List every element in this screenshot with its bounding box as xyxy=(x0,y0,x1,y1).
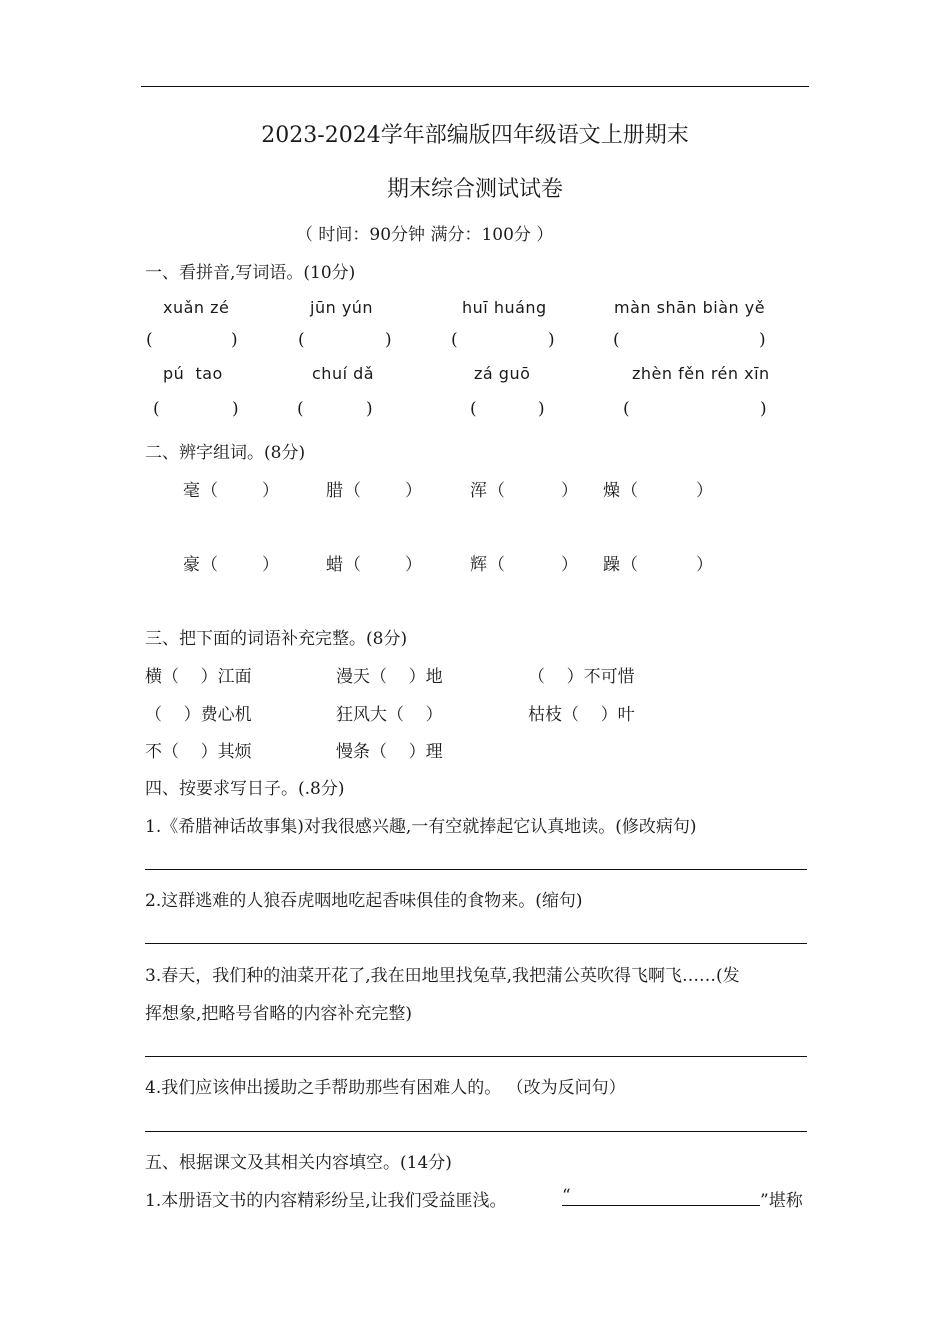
close-paren: ) xyxy=(231,330,238,350)
answer-line[interactable] xyxy=(145,1131,807,1132)
open-quote: “ xyxy=(562,1186,571,1206)
close-paren: ) xyxy=(385,330,392,350)
close-paren: ） xyxy=(696,555,713,575)
open-paren: （ xyxy=(488,555,505,575)
question-4-4: 4.我们应该伸出援助之手帮助那些有困难人的。 （改为反问句） xyxy=(145,1078,626,1098)
time-score-info: （ 时间：90分钟 满分：100分 ） xyxy=(296,225,554,245)
question-4-1: 1.《希腊神话故事集)对我很感兴趣,一有空就捧起它认真地读。(修改病句) xyxy=(145,817,697,837)
pinyin-item: zhèn fěn rén xīn xyxy=(632,364,770,383)
open-paren: （ xyxy=(201,555,218,575)
open-paren: ( xyxy=(297,399,304,419)
char-item: 浑 xyxy=(470,481,487,501)
idiom-item: 狂风大（ ） xyxy=(336,705,443,725)
open-paren: ( xyxy=(153,399,160,419)
section1-heading: 一、看拼音,写词语。(10分) xyxy=(145,263,356,283)
close-paren: ) xyxy=(759,330,766,350)
pinyin-item: màn shān biàn yě xyxy=(614,298,766,317)
close-paren: ) xyxy=(548,330,555,350)
question-5-1: 1.本册语文书的内容精彩纷呈,让我们受益匪浅。 xyxy=(145,1191,507,1211)
section4-heading: 四、按要求写日子。(.8分) xyxy=(145,779,345,799)
open-paren: （ xyxy=(344,555,361,575)
close-quote-text: ”堪称 xyxy=(760,1191,803,1211)
question-4-2: 2.这群逃难的人狼吞虎咽地吃起香味俱佳的食物来。(缩句) xyxy=(145,891,583,911)
pinyin-item: jūn yún xyxy=(310,298,374,317)
idiom-item: （ ）不可惜 xyxy=(528,667,635,687)
close-paren: ） xyxy=(405,481,422,501)
char-item: 蜡 xyxy=(326,555,343,575)
question-4-3: 3.春天，我们种的油菜开花了,我在田地里找兔草,我把蒲公英吹得飞啊飞……(发 xyxy=(145,966,740,986)
pinyin-item: huī huáng xyxy=(462,298,547,317)
open-paren: ( xyxy=(613,330,620,350)
open-paren: ( xyxy=(470,399,477,419)
char-item: 毫 xyxy=(183,481,200,501)
section2-heading: 二、辨字组词。(8分) xyxy=(145,443,306,463)
close-paren: ） xyxy=(561,481,578,501)
char-item: 燥 xyxy=(603,481,620,501)
close-paren: ） xyxy=(262,481,279,501)
answer-line[interactable] xyxy=(145,869,807,870)
close-paren: ） xyxy=(405,555,422,575)
fill-blank-line[interactable] xyxy=(562,1205,760,1206)
open-paren: （ xyxy=(344,481,361,501)
pinyin-item: chuí dǎ xyxy=(312,364,375,383)
open-paren: ( xyxy=(623,399,630,419)
idiom-item: 慢条（ ）理 xyxy=(336,742,443,762)
idiom-item: 枯枝（ ）叶 xyxy=(528,705,635,725)
idiom-item: 漫天（ ）地 xyxy=(336,667,443,687)
open-paren: （ xyxy=(488,481,505,501)
char-item: 躁 xyxy=(603,555,620,575)
section3-heading: 三、把下面的词语补充完整。(8分) xyxy=(145,629,408,649)
section5-heading: 五、根据课文及其相关内容填空。(14分) xyxy=(145,1153,452,1173)
char-item: 豪 xyxy=(183,555,200,575)
char-item: 辉 xyxy=(470,555,487,575)
pinyin-item: xuǎn zé xyxy=(163,298,230,317)
close-paren: ) xyxy=(760,399,767,419)
close-paren: ） xyxy=(696,481,713,501)
idiom-item: 横（ ）江面 xyxy=(145,667,252,687)
close-paren: ） xyxy=(561,555,578,575)
close-paren: ) xyxy=(232,399,239,419)
question-4-3-cont: 挥想象,把略号省略的内容补充完整) xyxy=(145,1004,413,1024)
answer-line[interactable] xyxy=(145,943,807,944)
answer-line[interactable] xyxy=(145,1056,807,1057)
idiom-item: （ ）费心机 xyxy=(145,705,252,725)
close-paren: ) xyxy=(366,399,373,419)
page-title: 2023-2024学年部编版四年级语文上册期末 xyxy=(261,123,689,148)
close-paren: ) xyxy=(538,399,545,419)
char-item: 腊 xyxy=(326,481,343,501)
open-paren: ( xyxy=(146,330,153,350)
pinyin-item: pú tao xyxy=(163,364,223,383)
top-rule xyxy=(141,86,809,87)
pinyin-item: zá guō xyxy=(474,364,531,383)
idiom-item: 不（ ）其烦 xyxy=(145,742,252,762)
open-paren: （ xyxy=(621,555,638,575)
close-paren: ） xyxy=(262,555,279,575)
open-paren: ( xyxy=(451,330,458,350)
open-paren: （ xyxy=(201,481,218,501)
open-paren: ( xyxy=(298,330,305,350)
open-paren: （ xyxy=(621,481,638,501)
page-subtitle: 期末综合测试试卷 xyxy=(386,177,563,202)
